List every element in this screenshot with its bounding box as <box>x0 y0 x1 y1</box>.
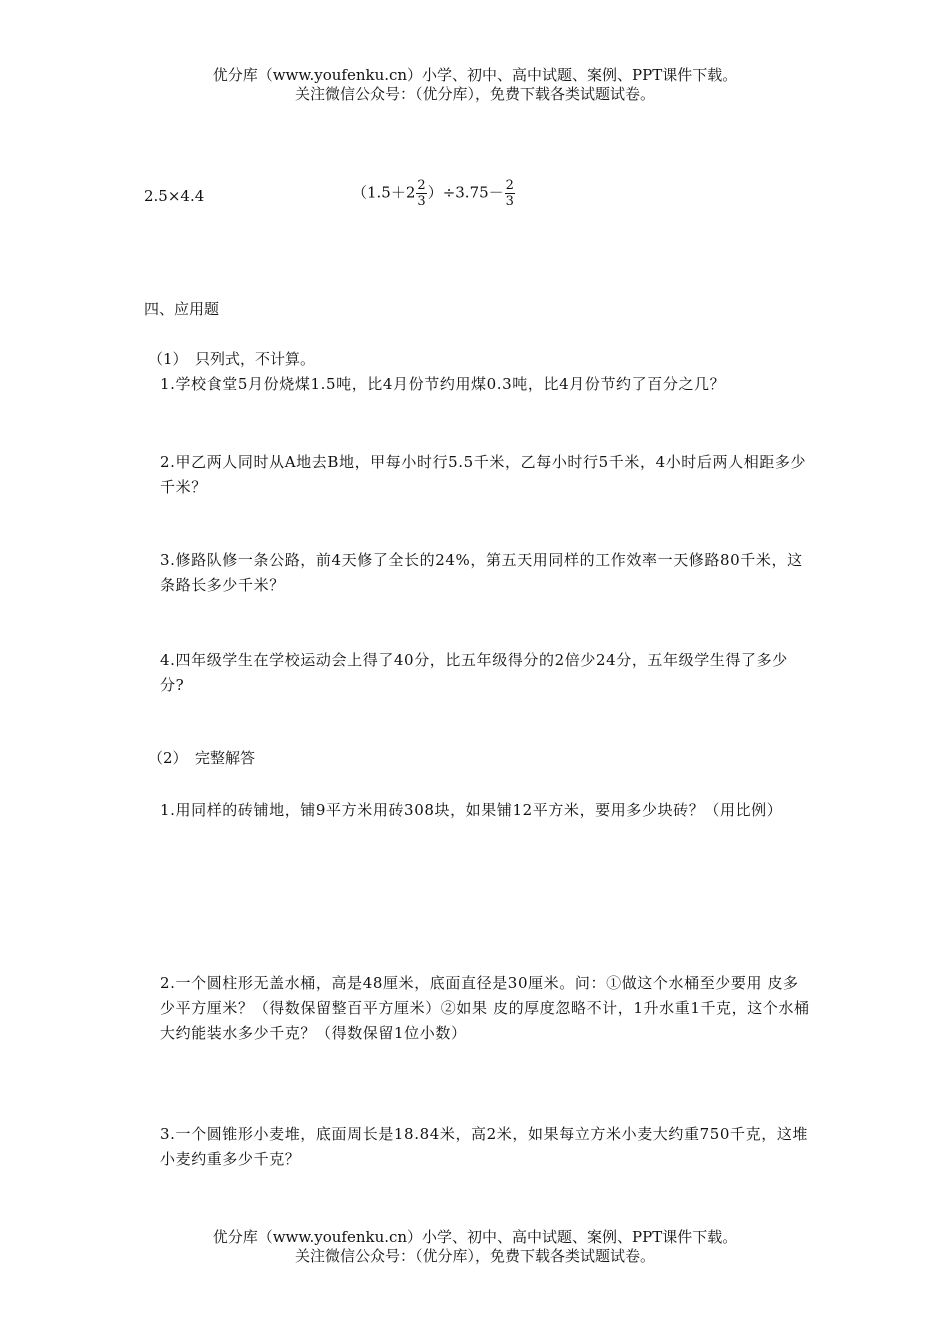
question-p1-3: 3.修路队修一条公路，前4天修了全长的24%，第五天用同样的工作效率一天修路80千米，这条路长多少千米？ <box>160 551 803 594</box>
question-p2-2: 2.一个圆柱形无盖水桶，高是48厘米，底面直径是30厘米。问：①做这个水桶至少要用 皮多少平方厘米？（得数保留整百平方厘米）②如果 皮的厚度忽略不计，1升水重1千克，这个水桶大约能装水多少千克？（得数保留1位小数） <box>160 974 810 1042</box>
header-top <box>0 66 950 104</box>
question-p1-1: 1.学校食堂5月份烧煤1.5吨，比4月份节约用煤0.3吨，比4月份节约了百分之几？ <box>160 375 726 393</box>
calc-expression-2 <box>352 178 516 209</box>
fraction-two-thirds-a <box>416 178 426 209</box>
footer-line-1: 优分库（www.youfenku.cn）小学、初中、高中试题、案例、PPT课件下载。 <box>212 1228 738 1246</box>
fraction-numerator: 2 <box>505 178 514 193</box>
header-line-1: 优分库（www.youfenku.cn）小学、初中、高中试题、案例、PPT课件下载。 <box>212 66 738 84</box>
section-title: 四、应用题 <box>144 300 220 318</box>
expr2-mid: ）÷3.75－ <box>427 183 504 202</box>
fraction-two-thirds-b <box>505 178 515 209</box>
part2-label: （2） 完整解答 <box>148 749 256 767</box>
fraction-denominator: 3 <box>417 194 426 209</box>
part1-label: （1） 只列式，不计算。 <box>148 350 316 368</box>
calc-expression-1: 2.5×4.4 <box>144 187 205 205</box>
question-p2-1: 1.用同样的砖铺地，铺9平方米用砖308块，如果铺12平方米，要用多少块砖？（用比例） <box>160 801 783 819</box>
expr2-open: （1.5＋2 <box>352 183 416 202</box>
header-bottom <box>0 1228 950 1266</box>
header-line-2: 关注微信公众号：（优分库），免费下载各类试题试卷。 <box>294 85 655 103</box>
question-p2-3: 3.一个圆锥形小麦堆，底面周长是18.84米，高2米，如果每立方米小麦大约重750千克，这堆小麦约重多少千克？ <box>160 1125 809 1168</box>
question-p1-2: 2.甲乙两人同时从A地去B地，甲每小时行5.5千米，乙每小时行5千米，4小时后两人相距多少千米？ <box>160 453 807 496</box>
footer-line-2: 关注微信公众号：（优分库），免费下载各类试题试卷。 <box>294 1247 655 1265</box>
question-p1-4: 4.四年级学生在学校运动会上得了40分，比五年级得分的2倍少24分，五年级学生得了多少分? <box>160 651 788 694</box>
fraction-denominator: 3 <box>505 194 514 209</box>
fraction-numerator: 2 <box>417 178 426 193</box>
